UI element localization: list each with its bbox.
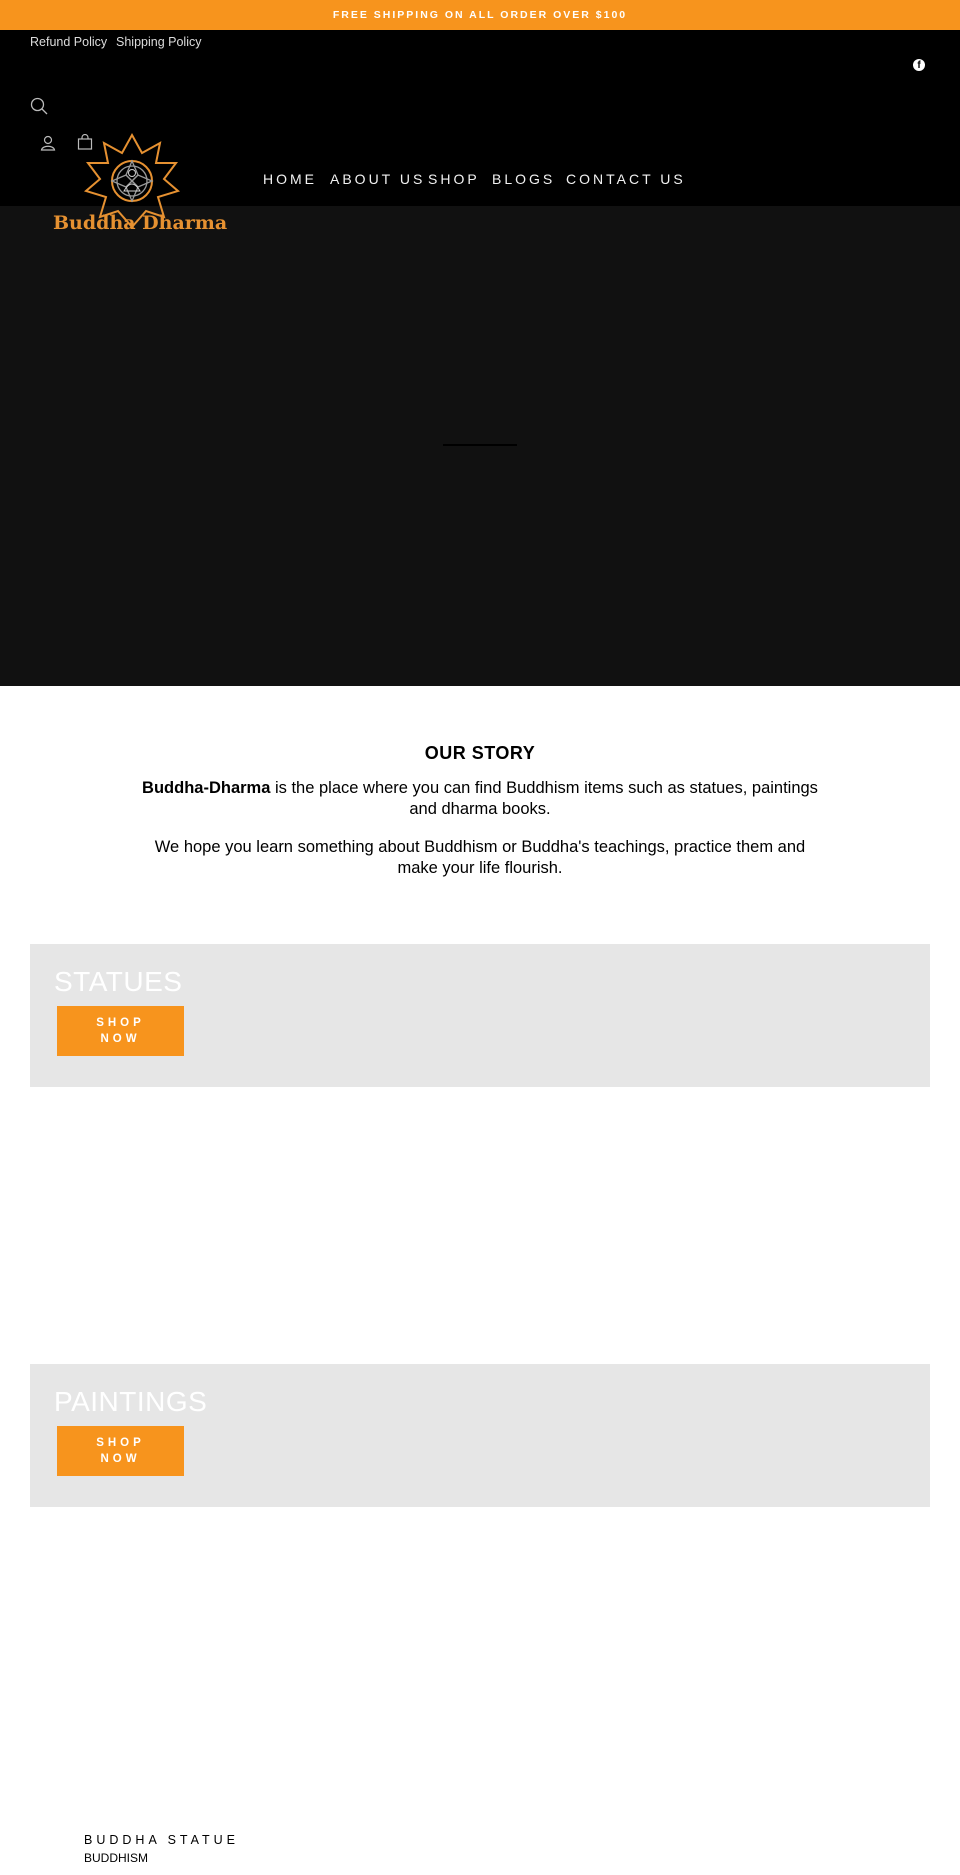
shop-now-button[interactable]: SHOP NOW [57,1426,184,1476]
blog-tag[interactable]: BUDDHA STATUE [84,1833,240,1847]
announcement-bar: FREE SHIPPING ON ALL ORDER OVER $100 [0,0,960,30]
story-brand: Buddha-Dharma [142,778,271,797]
facebook-icon[interactable]: f [913,59,925,71]
nav-home[interactable]: HOME [263,171,317,187]
loading-bar [443,444,517,446]
collection-paintings[interactable] [30,1364,930,1507]
collection-title: STATUES [54,966,183,997]
story-paragraph-2: We hope you learn something about Buddhism or Buddha's teachings, practice them and make your life flourish. [154,837,806,877]
story-title: OUR STORY [424,743,536,763]
story-paragraph-1-text: is the place where you can find Buddhism items such as statues, paintings and dharma books. [270,778,818,818]
search-icon[interactable] [30,97,48,115]
logo-wordmark[interactable]: Buddha Dharma [53,212,228,234]
nav-about-us[interactable]: ABOUT US [330,171,426,187]
hero-slideshow [0,206,960,686]
nav-contact-us[interactable]: CONTACT US [566,171,686,187]
blog-category[interactable]: BUDDHISM [84,1851,149,1865]
refund-policy-link[interactable]: Refund Policy [30,35,108,49]
nav-blogs[interactable]: BLOGS [492,171,556,187]
nav-shop[interactable]: SHOP [428,171,480,187]
shipping-policy-link[interactable]: Shipping Policy [116,35,202,49]
shop-now-button[interactable]: SHOP NOW [57,1006,184,1056]
story-paragraph-1 [135,778,825,820]
collection-statues[interactable] [30,944,930,1087]
collection-title: PAINTINGS [54,1386,208,1417]
